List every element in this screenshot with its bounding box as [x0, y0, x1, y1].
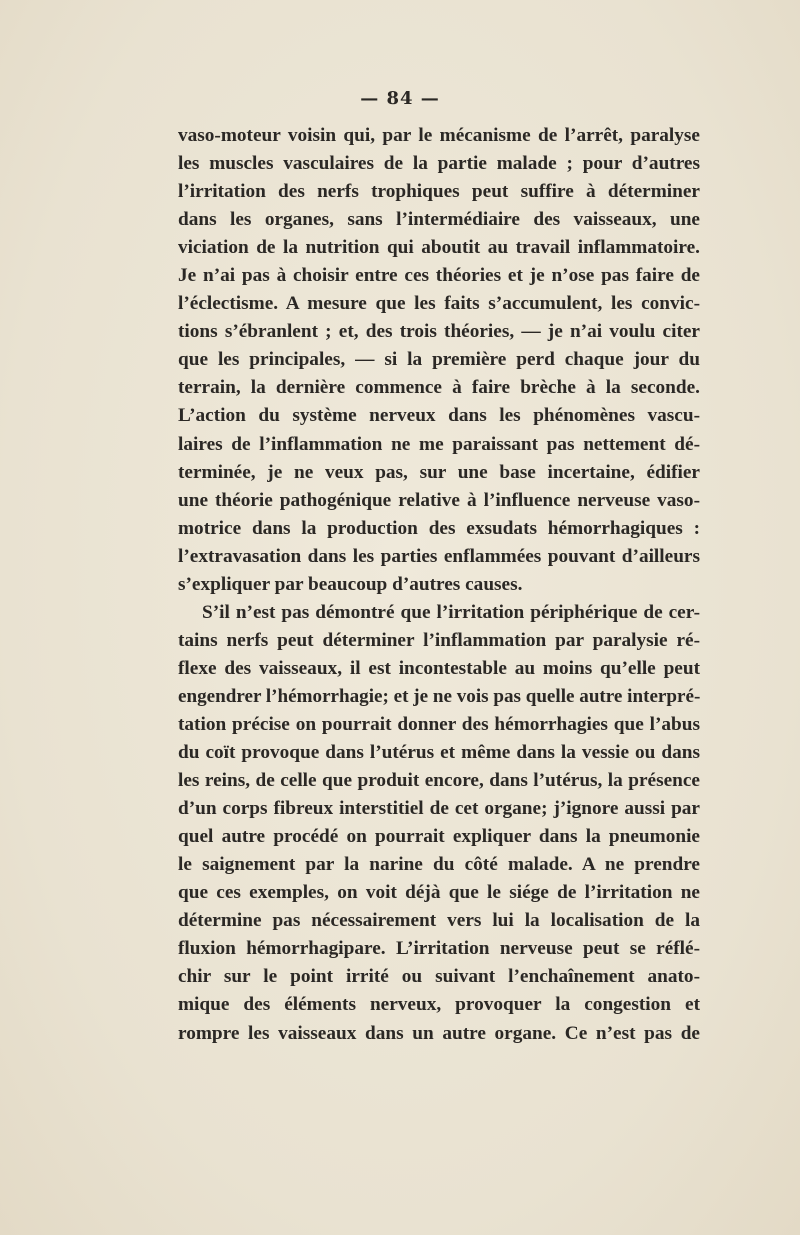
text-line: chir sur le point irrité ou suivant l’enchaînement anato-: [178, 966, 700, 988]
text-line: S’il n’est pas démontré que l’irritation périphérique de cer-: [202, 601, 700, 623]
text-line: mique des éléments nerveux, provoquer la congestion et: [178, 994, 700, 1016]
page-number: — 84 —: [360, 88, 440, 109]
text-line: l’extravasation dans les parties enflammées pouvant d’ailleurs: [178, 545, 700, 567]
text-line: l’éclectisme. A mesure que les faits s’accumulent, les convic-: [178, 293, 700, 315]
text-line: les muscles vasculaires de la partie malade ; pour d’autres: [178, 153, 700, 175]
text-line: viciation de la nutrition qui aboutit au travail inflammatoire.: [178, 237, 700, 259]
text-line: Je n’ai pas à choisir entre ces théories et je n’ose pas faire de: [178, 265, 700, 287]
text-line: rompre les vaisseaux dans un autre organe. Ce n’est pas de: [178, 1022, 700, 1044]
text-line: les reins, de celle que produit encore, dans l’utérus, la présence: [178, 770, 700, 792]
text-line: flexe des vaisseaux, il est incontestable au moins qu’elle peut: [178, 657, 700, 679]
text-line: tation précise on pourrait donner des hémorrhagies que l’abus: [178, 713, 700, 735]
text-line: du coït provoque dans l’utérus et même dans la vessie ou dans: [178, 742, 700, 764]
text-line: vaso-moteur voisin qui, par le mécanisme de l’arrêt, paralyse: [178, 125, 700, 146]
text-line: d’un corps fibreux interstitiel de cet organe; j’ignore aussi par: [178, 798, 700, 820]
text-line: détermine pas nécessairement vers lui la localisation de la: [178, 910, 700, 932]
text-line: L’action du système nerveux dans les phénomènes vascu-: [178, 405, 700, 427]
text-line: terrain, la dernière commence à faire brèche à la seconde.: [178, 377, 700, 399]
body-text: [178, 122, 700, 1048]
text-line: s’expliquer par beaucoup d’autres causes.: [178, 573, 523, 595]
text-line: que ces exemples, on voit déjà que le siége de l’irritation ne: [178, 882, 700, 904]
text-line: engendrer l’hémorrhagie; et je ne vois pas quelle autre interpré-: [178, 685, 701, 707]
text-line: terminée, je ne veux pas, sur une base incertaine, édifier: [178, 461, 700, 483]
text-line: laires de l’inflammation ne me paraissant pas nettement dé-: [178, 433, 700, 455]
text-line: motrice dans la production des exsudats hémorrhagiques :: [178, 517, 700, 539]
text-line: que les principales, — si la première perd chaque jour du: [178, 349, 700, 371]
text-line: tains nerfs peut déterminer l’inflammation par paralysie ré-: [178, 629, 700, 651]
text-line: le saignement par la narine du côté malade. A ne prendre: [178, 854, 700, 876]
text-line: tions s’ébranlent ; et, des trois théories, — je n’ai voulu citer: [178, 321, 700, 343]
text-line: une théorie pathogénique relative à l’influence nerveuse vaso-: [178, 489, 700, 511]
text-line: l’irritation des nerfs trophiques peut suffire à déterminer: [178, 181, 700, 203]
text-line: quel autre procédé on pourrait expliquer dans la pneumonie: [178, 826, 700, 848]
text-line: fluxion hémorrhagipare. L’irritation nerveuse peut se réflé-: [178, 938, 700, 960]
text-line: dans les organes, sans l’intermédiaire des vaisseaux, une: [178, 209, 700, 231]
